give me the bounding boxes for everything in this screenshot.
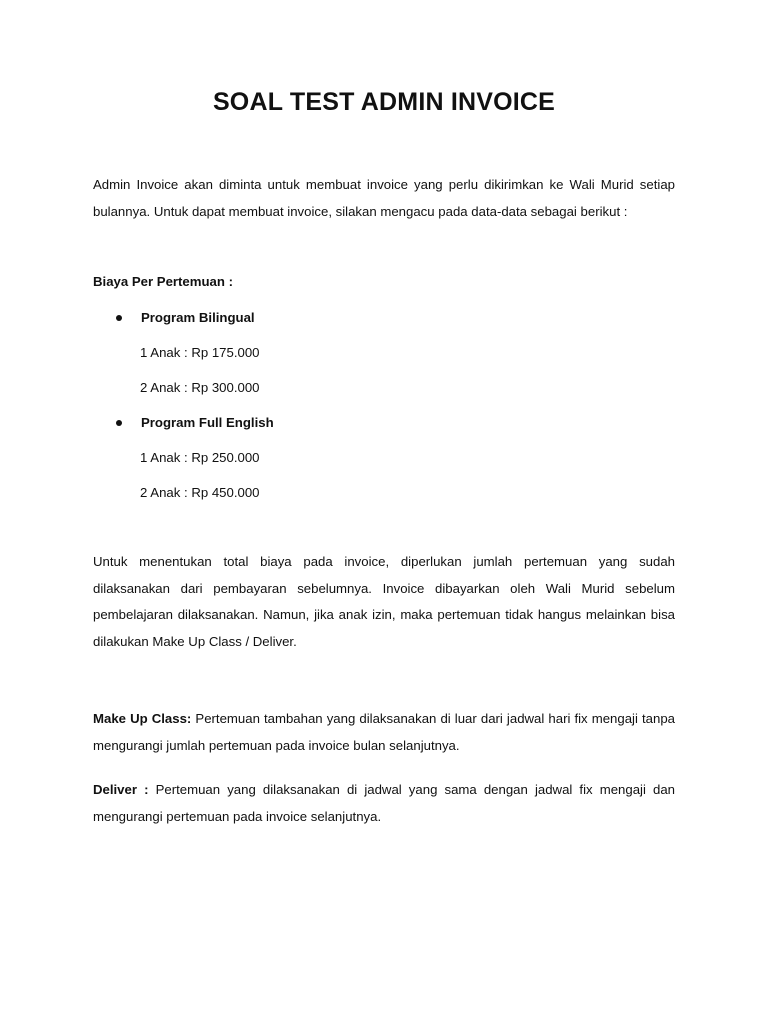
deliver-definition (93, 777, 675, 830)
program-full-english-item (114, 415, 274, 430)
price-line: 1 Anak : Rp 250.000 (140, 450, 260, 465)
program-name: Program Bilingual (141, 310, 255, 325)
fees-heading: Biaya Per Pertemuan : (93, 274, 233, 289)
program-bilingual-item (114, 310, 255, 325)
bullet-icon (116, 420, 122, 426)
price-line: 2 Anak : Rp 300.000 (140, 380, 260, 395)
make-up-class-term: Make Up Class: (93, 711, 192, 726)
document-title: SOAL TEST ADMIN INVOICE (212, 88, 556, 116)
deliver-term: Deliver : (93, 782, 149, 797)
program-name: Program Full English (141, 415, 274, 430)
intro-paragraph: Admin Invoice akan diminta untuk membuat invoice yang perlu dikirimkan ke Wali Murid setiap bulannya. Untuk dapat membuat invoice, silakan mengacu pada data-data sebagai berikut : (93, 177, 675, 219)
explanation-paragraph: Untuk menentukan total biaya pada invoice, diperlukan jumlah pertemuan yang sudah dilaksanakan dari pembayaran sebelumnya. Invoice dibayarkan oleh Wali Murid sebelum pembelajaran dilaksanakan. Namun, jika anak izin, maka pertemuan tidak hangus melainkan bisa dilakukan Make Up Class / Deliver. (93, 554, 675, 649)
make-up-class-text: Pertemuan tambahan yang dilaksanakan di luar dari jadwal hari fix mengaji tanpa mengurangi jumlah pertemuan pada invoice bulan selanjutnya. (93, 711, 675, 753)
deliver-text: Pertemuan yang dilaksanakan di jadwal yang sama dengan jadwal fix mengaji dan mengurangi pertemuan pada invoice selanjutnya. (93, 782, 676, 824)
price-line: 2 Anak : Rp 450.000 (140, 485, 260, 500)
price-line: 1 Anak : Rp 175.000 (140, 345, 260, 360)
make-up-class-definition (93, 706, 675, 759)
bullet-icon (116, 315, 122, 321)
